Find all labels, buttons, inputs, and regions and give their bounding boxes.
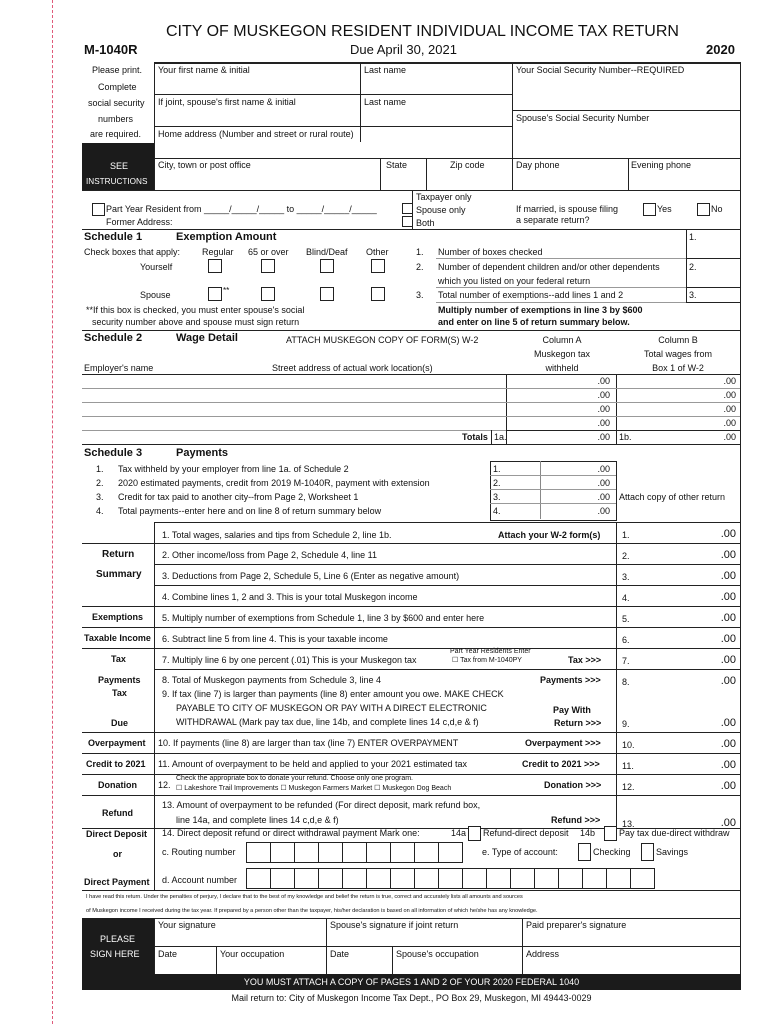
spouse-regular-checkbox[interactable] — [208, 287, 222, 301]
summary-line-number: 8. — [622, 677, 630, 687]
spouse-blind-checkbox[interactable] — [320, 287, 334, 301]
digit-box[interactable] — [294, 868, 319, 889]
digit-box[interactable] — [294, 842, 319, 863]
sch1-box1[interactable]: 1. — [689, 232, 697, 242]
w2-attach-note: ATTACH MUSKEGON COPY OF FORM(S) W-2 — [286, 335, 479, 345]
spouse-only-checkbox[interactable] — [402, 216, 413, 227]
evening-phone-field[interactable]: Evening phone — [631, 160, 692, 170]
sum-line4: 4. Combine lines 1, 2 and 3. This is your total Muskegon income — [162, 592, 418, 602]
account-number-boxes[interactable] — [246, 868, 654, 888]
account-number-label: d. Account number — [162, 875, 238, 885]
summary-amount-field[interactable]: .00 — [720, 675, 736, 687]
credit-arrow: Credit to 2021 >>> — [522, 759, 600, 769]
schedule1-title: Exemption Amount — [176, 231, 277, 243]
w2-row3-colB[interactable]: .00 — [723, 404, 736, 414]
mail-address: Mail return to: City of Muskegon Income Tax Dept., PO Box 29, Muskegon, MI 49443-0029 — [231, 993, 592, 1003]
summary-line-number: 12. — [622, 782, 635, 792]
digit-box[interactable] — [534, 868, 559, 889]
digit-box[interactable] — [342, 868, 367, 889]
preparer-address-field[interactable]: Address — [526, 949, 560, 959]
summary-amount-field[interactable]: .00 — [720, 759, 736, 771]
both-label: Both — [416, 218, 435, 228]
spouse-note-1: **If this box is checked, you must enter spouse's social — [86, 305, 305, 315]
sign-here-label: SIGN HERE — [90, 949, 140, 959]
side-due: Due — [111, 718, 129, 728]
label-numbers: numbers — [98, 114, 134, 124]
label-required: are required. — [90, 129, 142, 139]
check-boxes-label: Check boxes that apply: — [84, 247, 181, 257]
totals-colA[interactable]: .00 — [597, 432, 610, 442]
account-type-label: e. Type of account: — [482, 847, 558, 857]
line14a-label: 14a — [451, 828, 467, 838]
schedule2-label: Schedule 2 — [84, 332, 143, 344]
sch3-line2-num: 2. — [96, 478, 104, 488]
sch3-line4-text: Total payments--enter here and on line 8 of return summary below — [118, 506, 382, 516]
label-instructions: INSTRUCTIONS — [86, 177, 148, 186]
summary-amount-field[interactable]: .00 — [720, 570, 736, 582]
part-year-checkbox[interactable] — [92, 203, 105, 216]
yes-label: Yes — [657, 204, 672, 214]
label-see: SEE — [110, 161, 129, 171]
form-title: CITY OF MUSKEGON RESIDENT INDIVIDUAL INCOME TAX RETURN — [166, 23, 679, 40]
w2-row4-colB[interactable]: .00 — [723, 418, 736, 428]
married-question: If married, is spouse filing — [516, 204, 619, 214]
part-year-note-1: Part Year Residents Enter — [450, 648, 531, 655]
refund-arrow: Refund >>> — [551, 815, 601, 825]
yourself-regular-checkbox[interactable] — [208, 259, 222, 273]
summary-line-number: 9. — [622, 719, 630, 729]
sum-line12-text: Check the appropriate box to donate your refund. Choose only one program. — [176, 775, 413, 782]
side-credit-2021: Credit to 2021 — [86, 759, 146, 769]
spouse-65-checkbox[interactable] — [261, 287, 275, 301]
schedule3-title: Payments — [176, 447, 228, 459]
digit-box[interactable] — [390, 842, 415, 863]
your-occupation-field[interactable]: Your occupation — [220, 949, 285, 959]
sum-line5: 5. Multiply number of exemptions from Schedule 1, line 3 by $600 and enter here — [162, 613, 485, 623]
over65-header: 65 or over — [248, 247, 289, 257]
sch3-box2-label: 2. — [493, 478, 501, 488]
return-arrow: Return >>> — [554, 718, 602, 728]
colA-sub2: withheld — [545, 363, 579, 373]
preparer-signature-field[interactable]: Paid preparer's signature — [526, 920, 627, 930]
refund-direct-deposit-checkbox[interactable] — [468, 826, 481, 841]
summary-line-number: 11. — [622, 761, 634, 771]
regular-header: Regular — [202, 247, 234, 257]
digit-box[interactable] — [606, 868, 631, 889]
sch3-box4-label: 4. — [493, 506, 501, 516]
sch1-line3-text: Total number of exemptions--add lines 1 and 2 — [438, 290, 624, 300]
sum-line2: 2. Other income/loss from Page 2, Schedule 4, line 11 — [162, 550, 377, 560]
digit-box[interactable] — [390, 868, 415, 889]
no-label: No — [711, 204, 723, 214]
label-complete: Complete — [98, 82, 137, 92]
schedule3-label: Schedule 3 — [84, 447, 143, 459]
yourself-blind-checkbox[interactable] — [320, 259, 334, 273]
other-header: Other — [366, 247, 389, 257]
digit-box[interactable] — [414, 868, 439, 889]
yourself-label: Yourself — [140, 262, 173, 272]
line14b-label: 14b — [580, 828, 596, 838]
sum-line13a: 13. Amount of overpayment to be refunded (For direct deposit, mark refund box, — [162, 800, 481, 810]
perjury-text-1: I have read this return. Under the penalties of perjury, I declare that to the best of my knowledge and belief the return is true, correct and accurately lists all amounts and sources — [86, 894, 523, 900]
summary-line-number: 13. — [622, 819, 635, 829]
summary-line-number: 6. — [622, 635, 630, 645]
pay-with-note: Pay With — [553, 705, 591, 715]
digit-box[interactable] — [438, 842, 463, 863]
part-year-note-2[interactable]: ☐ Tax from M-1040PY — [452, 657, 522, 664]
sum-line11: 11. Amount of overpayment to be held and applied to your 2021 estimated tax — [158, 759, 468, 769]
sum-line10: 10. If payments (line 8) are larger than tax (line 7) ENTER OVERPAYMENT — [158, 738, 459, 748]
summary-line-number: 3. — [622, 572, 630, 582]
sch3-line3-text: Credit for tax paid to another city--from Page 2, Worksheet 1 — [118, 492, 359, 502]
savings-label: Savings — [656, 847, 689, 857]
attach-banner-text: YOU MUST ATTACH A COPY OF PAGES 1 AND 2 OF YOUR 2020 FEDERAL 1040 — [243, 977, 580, 987]
sch1-line2-text: Number of dependent children and/or other dependents — [438, 262, 660, 272]
side-or: or — [113, 849, 122, 859]
sch3-line4-num: 4. — [96, 506, 104, 516]
sum-line13b: line 14a, and complete lines 14 c,d,e & f) — [176, 815, 339, 825]
routing-number-boxes[interactable] — [246, 842, 462, 862]
overpayment-arrow: Overpayment >>> — [525, 738, 601, 748]
city-field[interactable]: City, town or post office — [158, 160, 251, 170]
sch3-box3-label: 3. — [493, 492, 501, 502]
taxpayer-only-label: Taxpayer only — [416, 192, 472, 202]
sch1-bold-1: Multiply number of exemptions in line 3 by $600 — [438, 305, 643, 315]
colA-title: Column A — [542, 335, 582, 345]
checking-checkbox[interactable] — [578, 843, 591, 861]
w2-row1-colB[interactable]: .00 — [723, 376, 736, 386]
side-return: Return — [102, 549, 135, 560]
sum-line6: 6. Subtract line 5 from line 4. This is your taxable income — [162, 634, 388, 644]
label-please-print: Please print. — [92, 65, 143, 75]
digit-box[interactable] — [342, 842, 367, 863]
colA-sub1: Muskegon tax — [533, 349, 591, 359]
side-exemptions: Exemptions — [92, 612, 144, 622]
sum-line9c: WITHDRAWAL (Mark pay tax due, line 14b, and complete lines 14 c,d,e & f) — [176, 717, 479, 727]
perjury-text-2: of Muskegon income I received during the tax year. If prepared by a person other than the taxpayer, his/her declaration is based on all information of which he/she has any knowledge. — [86, 908, 538, 914]
digit-box[interactable] — [558, 868, 583, 889]
w2-row2-colB[interactable]: .00 — [723, 390, 736, 400]
payments-arrow: Payments >>> — [540, 675, 601, 685]
spouse-first-name-field[interactable]: If joint, spouse's first name & initial — [158, 97, 296, 107]
colB-title: Column B — [658, 335, 698, 345]
sum-line8: 8. Total of Muskegon payments from Schedule 3, line 4 — [162, 675, 381, 685]
totals-label: Totals — [462, 432, 488, 442]
spouse-label: Spouse — [140, 290, 171, 300]
donation-arrow: Donation >>> — [544, 780, 602, 790]
side-donation: Donation — [98, 780, 137, 790]
digit-box[interactable] — [510, 868, 535, 889]
sch3-amount-3[interactable]: .00 — [597, 492, 610, 502]
colB-sub1: Total wages from — [643, 349, 713, 359]
refund-direct-deposit-label: Refund-direct deposit — [483, 828, 569, 838]
yourself-65-checkbox[interactable] — [261, 259, 275, 273]
sch1-line1-num: 1. — [416, 247, 424, 257]
digit-box[interactable] — [414, 842, 439, 863]
first-name-field[interactable]: Your first name & initial — [158, 65, 250, 75]
last-name-field[interactable]: Last name — [364, 65, 407, 75]
please-label: PLEASE — [100, 934, 136, 944]
side-payments: Payments — [98, 675, 141, 685]
digit-box[interactable] — [318, 868, 343, 889]
attach-other-return-note: Attach copy of other return — [619, 492, 726, 502]
sch1-line2-text-b: which you listed on your federal return — [438, 276, 591, 286]
date-field-2[interactable]: Date — [330, 949, 350, 959]
summary-amount-field[interactable]: .00 — [720, 528, 736, 540]
routing-label: c. Routing number — [162, 847, 236, 857]
summary-line-number: 2. — [622, 551, 630, 561]
digit-box[interactable] — [462, 868, 487, 889]
sch3-line2-text: 2020 estimated payments, credit from 2019 M-1040R, payment with extension — [118, 478, 430, 488]
side-refund: Refund — [102, 808, 133, 818]
yourself-other-checkbox[interactable] — [371, 259, 385, 273]
totals-1b-label: 1b. — [619, 432, 632, 442]
spouse-separate-no-checkbox[interactable] — [697, 203, 710, 216]
street-address-header: Street address of actual work location(s) — [272, 363, 433, 373]
w2-row3-colA[interactable]: .00 — [597, 404, 610, 414]
summary-amount-field[interactable]: .00 — [720, 549, 736, 561]
attach-w2-note: Attach your W-2 form(s) — [498, 530, 601, 540]
sch3-line1-text: Tax withheld by your employer from line 1a. of Schedule 2 — [118, 464, 349, 474]
pay-tax-direct-withdraw-label: Pay tax due-direct withdraw — [619, 828, 730, 838]
spouse-only-label: Spouse only — [416, 205, 466, 215]
digit-box[interactable] — [366, 842, 391, 863]
savings-checkbox[interactable] — [641, 843, 654, 861]
sum-line9a: 9. If tax (line 7) is larger than payments (line 8) enter amount you owe. MAKE CHECK — [162, 689, 504, 699]
taxpayer-only-checkbox[interactable] — [402, 203, 413, 214]
side-direct-payment: Direct Payment — [84, 877, 150, 887]
schedule2-title: Wage Detail — [176, 332, 238, 344]
digit-box[interactable] — [270, 842, 295, 863]
side-taxable-income: Taxable Income — [84, 633, 151, 643]
w2-row2-colA[interactable]: .00 — [597, 390, 610, 400]
sch3-amount-1[interactable]: .00 — [597, 464, 610, 474]
totals-colB[interactable]: .00 — [723, 432, 736, 442]
date-field-1[interactable]: Date — [158, 949, 178, 959]
summary-amount-field[interactable]: .00 — [720, 612, 736, 624]
summary-amount-field[interactable]: .00 — [720, 780, 736, 792]
summary-amount-field[interactable]: .00 — [720, 591, 736, 603]
w2-row1-colA[interactable]: .00 — [597, 376, 610, 386]
married-question-2: a separate return? — [516, 215, 590, 225]
digit-box[interactable] — [246, 842, 271, 863]
sch3-amount-4[interactable]: .00 — [597, 506, 610, 516]
summary-line-number: 7. — [622, 656, 630, 666]
side-summary: Summary — [96, 569, 142, 580]
perforation-line — [52, 0, 53, 1024]
sch1-bold-2: and enter on line 5 of return summary below. — [438, 317, 630, 327]
summary-line-number: 10. — [622, 740, 635, 750]
digit-box[interactable] — [582, 868, 607, 889]
summary-amount-field[interactable]: .00 — [720, 717, 736, 729]
side-tax-2: Tax — [112, 688, 127, 698]
sch1-line1-text: Number of boxes checked — [438, 247, 543, 257]
summary-amount-field[interactable]: .00 — [720, 633, 736, 645]
spouse-other-checkbox[interactable] — [371, 287, 385, 301]
sum-line3: 3. Deductions from Page 2, Schedule 5, Line 6 (Enter as negative amount) — [162, 571, 460, 581]
digit-box[interactable] — [270, 868, 295, 889]
sch3-amount-2[interactable]: .00 — [597, 478, 610, 488]
sum-line9b: PAYABLE TO CITY OF MUSKEGON OR PAY WITH A DIRECT ELECTRONIC — [176, 703, 487, 713]
schedule1-label: Schedule 1 — [84, 231, 143, 243]
sum-line1: 1. Total wages, salaries and tips from Schedule 2, line 1b. — [162, 530, 392, 540]
side-tax: Tax — [111, 654, 126, 664]
your-signature-field[interactable]: Your signature — [158, 920, 216, 930]
digit-box[interactable] — [630, 868, 655, 889]
employer-name-header: Employer's name — [84, 363, 154, 373]
sum-line12-num: 12. — [158, 780, 171, 790]
digit-box[interactable] — [246, 868, 271, 889]
w2-row4-colA[interactable]: .00 — [597, 418, 610, 428]
blind-header: Blind/Deaf — [306, 247, 348, 257]
sch3-box1-label: 1. — [493, 464, 501, 474]
summary-amount-field[interactable]: .00 — [720, 738, 736, 750]
digit-box[interactable] — [318, 842, 343, 863]
sum-line7: 7. Multiply line 6 by one percent (.01) This is your Muskegon tax — [162, 655, 417, 665]
sch1-line2-num: 2. — [416, 262, 424, 272]
form-id: M-1040R — [84, 42, 138, 57]
sch1-box2[interactable]: 2. — [689, 262, 697, 272]
sch1-line3-num: 3. — [416, 290, 424, 300]
summary-line-number: 4. — [622, 593, 630, 603]
due-date: Due April 30, 2021 — [350, 42, 457, 57]
spouse-signature-field[interactable]: Spouse's signature if joint return — [330, 920, 459, 930]
totals-1a-label: 1a. — [494, 432, 507, 442]
digit-box[interactable] — [486, 868, 511, 889]
sign-here-block — [82, 918, 154, 974]
summary-amount-field[interactable]: .00 — [720, 654, 736, 666]
sch3-line1-num: 1. — [96, 464, 104, 474]
summary-line-number: 5. — [622, 614, 630, 624]
pay-tax-direct-withdraw-checkbox[interactable] — [604, 826, 617, 841]
side-direct-deposit: Direct Deposit — [86, 829, 148, 839]
day-phone-field[interactable]: Day phone — [516, 160, 560, 170]
sch1-box3[interactable]: 3. — [689, 290, 697, 300]
spouse-ssn-field[interactable]: Spouse's Social Security Number — [516, 113, 650, 123]
summary-line-number: 1. — [622, 530, 630, 540]
donation-options[interactable]: ☐ Lakeshore Trail Improvements ☐ Muskegon Farmers Market ☐ Muskegon Dog Beach — [176, 785, 452, 792]
former-address-field[interactable]: Former Address: — [106, 217, 173, 227]
colB-sub2: Box 1 of W-2 — [652, 363, 704, 373]
spouse-occupation-field[interactable]: Spouse's occupation — [396, 949, 479, 959]
spouse-last-name-field[interactable]: Last name — [364, 97, 407, 107]
sch3-line3-num: 3. — [96, 492, 104, 502]
state-field[interactable]: State — [386, 160, 408, 170]
tax-year: 2020 — [706, 42, 735, 57]
ssn-field[interactable]: Your Social Security Number--REQUIRED — [516, 65, 685, 75]
spouse-stars: ** — [223, 286, 230, 295]
digit-box[interactable] — [366, 868, 391, 889]
zip-field[interactable]: Zip code — [450, 160, 485, 170]
label-social-security: social security — [88, 98, 145, 108]
side-overpayment: Overpayment — [88, 738, 146, 748]
spouse-note-2: security number above and spouse must sign return — [92, 317, 300, 327]
home-address-field[interactable]: Home address (Number and street or rural route) — [158, 129, 354, 139]
summary-amount-field[interactable]: .00 — [720, 817, 736, 829]
sum-line14: 14. Direct deposit refund or direct withdrawal payment Mark one: — [162, 828, 420, 838]
digit-box[interactable] — [438, 868, 463, 889]
checking-label: Checking — [593, 847, 631, 857]
tax-arrow: Tax >>> — [568, 655, 602, 665]
part-year-text: Part Year Resident from _____/_____/_____ to _____/_____/_____ — [106, 204, 377, 214]
spouse-separate-yes-checkbox[interactable] — [643, 203, 656, 216]
